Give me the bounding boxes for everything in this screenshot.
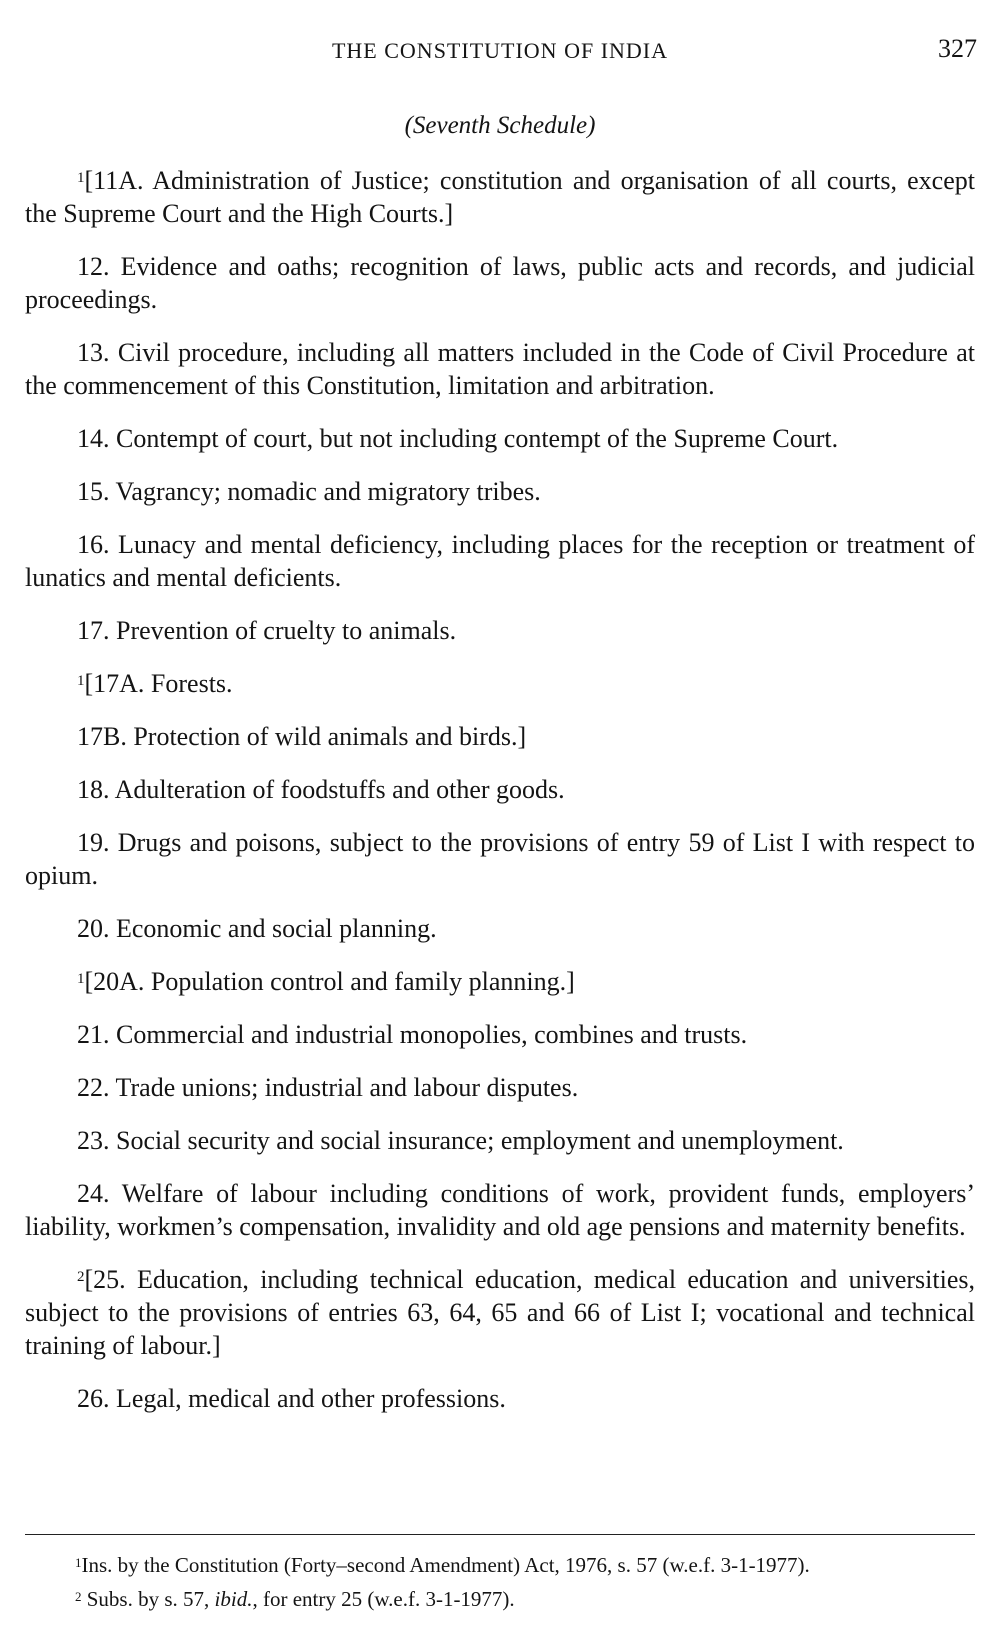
entry-20 — [25, 912, 975, 945]
page-header — [25, 0, 977, 63]
entry-list — [25, 164, 975, 1415]
entry-26 — [25, 1382, 975, 1415]
footnotes — [25, 1548, 975, 1616]
entry-11a — [25, 164, 975, 230]
entry-13 — [25, 336, 975, 402]
entry-17 — [25, 614, 975, 647]
entry-text: 14. Contempt of court, but not including contempt of the Supreme Court. — [77, 424, 839, 453]
footnote-marker: 2 — [77, 1269, 85, 1285]
footnote-marker: 1 — [77, 170, 85, 186]
footnote-text-end: , for entry 25 (w.e.f. 3-1-1977). — [252, 1587, 515, 1611]
entry-24 — [25, 1177, 975, 1243]
footnote-2 — [25, 1582, 975, 1616]
entry-18 — [25, 773, 975, 806]
entry-text: 15. Vagrancy; nomadic and migratory tribes. — [77, 477, 541, 506]
schedule-label: (Seventh Schedule) — [404, 112, 596, 139]
entry-14 — [25, 422, 975, 455]
footnote-number: 1 — [75, 1555, 82, 1570]
entry-16 — [25, 528, 975, 594]
entry-19 — [25, 826, 975, 892]
entry-text: [17A. Forests. — [84, 669, 233, 698]
entry-22 — [25, 1071, 975, 1104]
entry-text: 21. Commercial and industrial monopolies, combines and trusts. — [77, 1020, 748, 1049]
footnote-number: 2 — [75, 1589, 82, 1604]
entry-text: 20. Economic and social planning. — [77, 914, 437, 943]
entry-text: [11A. Administration of Justice; constitution and organisation of all courts, except the Supreme Court and the High Courts.] — [25, 166, 975, 228]
entry-text: 13. Civil procedure, including all matters included in the Code of Civil Procedure at the commencement of this Constitution, limitation and arbitration. — [25, 338, 975, 400]
entry-text: 26. Legal, medical and other professions. — [77, 1384, 506, 1413]
entry-text: 23. Social security and social insurance; employment and unemployment. — [77, 1126, 844, 1155]
page-number: 327 — [938, 34, 977, 63]
entry-20a — [25, 965, 975, 998]
document-page — [25, 0, 975, 1435]
entry-text: 12. Evidence and oaths; recognition of laws, public acts and records, and judicial proceedings. — [25, 252, 975, 314]
entry-17b — [25, 720, 975, 753]
footnote-marker: 1 — [77, 971, 85, 987]
entry-25 — [25, 1263, 975, 1362]
footnote-separator — [25, 1534, 975, 1535]
running-title: THE CONSTITUTION OF INDIA — [331, 38, 669, 63]
entry-text: 17. Prevention of cruelty to animals. — [77, 616, 457, 645]
entry-text: 18. Adulteration of foodstuffs and other goods. — [77, 775, 565, 804]
entry-text: [25. Education, including technical education, medical education and universities, subject to the provisions of entries 63, 64, 65 and 66 of List I; vocational and technical training of labour.] — [25, 1265, 975, 1360]
footnote-text: Subs. by s. 57, — [81, 1587, 215, 1611]
entry-23 — [25, 1124, 975, 1157]
entry-21 — [25, 1018, 975, 1051]
footnote-marker: 1 — [77, 673, 85, 689]
entry-text: 19. Drugs and poisons, subject to the provisions of entry 59 of List I with respect to opium. — [25, 828, 975, 890]
entry-text: 16. Lunacy and mental deficiency, including places for the reception or treatment of lunatics and mental deficients. — [25, 530, 975, 592]
footnote-text: Ins. by the Constitution (Forty–second Amendment) Act, 1976, s. 57 (w.e.f. 3-1-1977). — [81, 1553, 810, 1577]
entry-12 — [25, 250, 975, 316]
entry-text: 17B. Protection of wild animals and birds.] — [77, 722, 527, 751]
footnote-italic-text: ibid. — [214, 1587, 253, 1611]
entry-text: 22. Trade unions; industrial and labour disputes. — [77, 1073, 579, 1102]
entry-17a — [25, 667, 975, 700]
footnote-1 — [25, 1548, 975, 1582]
entry-text: 24. Welfare of labour including conditions of work, provident funds, employers’ liability, workmen’s compensation, invalidity and old age pensions and maternity benefits. — [25, 1179, 975, 1241]
entry-15 — [25, 475, 975, 508]
entry-text: [20A. Population control and family planning.] — [84, 967, 575, 996]
